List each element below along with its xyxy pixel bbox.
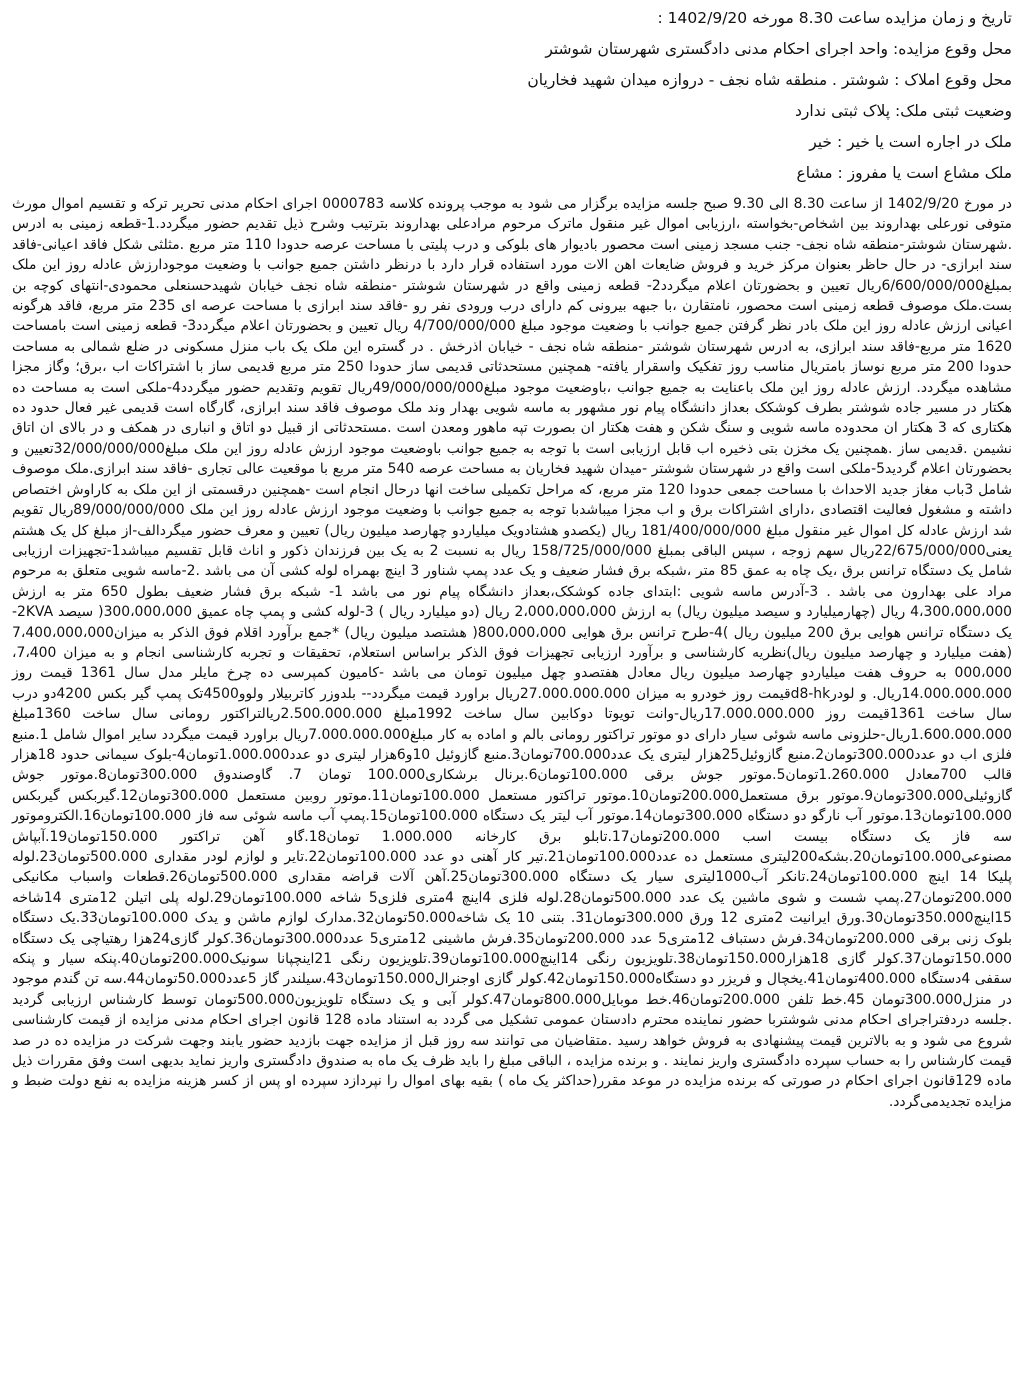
notice-header-fields — [12, 8, 1012, 183]
share-status-line — [12, 163, 1012, 183]
auction-venue-label: محل وقوع مزایده: — [892, 40, 1012, 58]
share-status-value: مشاع — [796, 164, 833, 182]
lease-status-label: ملک در اجاره است یا خیر : — [836, 133, 1012, 151]
notice-body-paragraph: در مورخ 1402/9/20 از ساعت 8.30 الی 9.30 صبح جلسه مزایده برگزار می شود به موجب پرونده کلاسه 0000783 اجرای احکام مدنی تحریر ترکه و تقسیم اموال مورث متوفی نورعلی بهداروند بین اشخاص-بخواسته ،ارزیابی اموال غیر منقول ماترک مرحوم مرادعلی بهداروند بترتیب وشرح ذیل تقدیم حضور میگردد.1-قطعه زمینی به ادرس .شهرستان شوشتر-منطقه شاه نجف- جنب مسجد زمینی است محصور بادیوار های بلوکی و درب پلیتی با مساحت عرصه حدودا 110 متر مربع .مثلثی شکل فاقد اعیانی-فاقد سند ابرازی- در حال حاظر بعنوان مرکز خرید و فروش ضایعات اهن الات مورد استفاده قرار دارد با درنظر داشتن جمیع جوانب با وضعیت موجودارزش عادله روز این ملک بمبلغ6/600/000/000ریال تعیین و بحضورتان اعلام میگردد2- قطعه زمینی واقع در شهرستان شوشتر -منطقه شاه نجف خیابان شهیدحسنعلی محمودی-انتهای کوچه بن بست.ملک موصوف قطعه زمینی است محصور، نامتقارن ،با جبهه بیرونی کم دارای درب ورودی نفر رو -فاقد سند ابرازی با مساحت عرصه ای 235 متر مربع، فاقد هرگونه اعیانی ارزش عادله روز این ملک بادر نظر گرفتن جمیع جوانب با وضعیت موجود مبلغ 4/700/000/000 ریال تعیین و بحضورتان اعلام میگردد3- قطعه زمینی است بامساحت 1620 متر مربع-فاقد سند ابرازی، به ادرس شهرستان شوشتر -منطقه شاه نجف - خیابان اذرخش . در گستره این ملک یک باب منزل مسکونی در ضلع شمالی به مساحت حدودا 200 متر مربع نوساز بامتریال مناسب روز تفکیک واسقرار یافته- همچنین مستحدثاتی قدیمی ساز حدودا 250 متر مربع قدیمی ساز با اشتراکات اب ،برق؛ وگاز مجزا مشاهده میگردد. ارزش عادله روز این ملک باعنایت به جمیع جوانب ،باوضعیت موجود مبلغ49/000/000/000ریال تقویم وتقدیم حضور میگردد4-ملکی است به مساحت ده هکتار در مسیر جاده شوشتر بطرف کوشکک بعداز دانشگاه پیام نور مشهور به ماسه شویی بهدار وند ملک موصوف فاقد سند ابرازی، گارگاه است قدیمی غیر فعال حدود ده هکتاری که 3 هکتار ان محدوده ماسه شویی و سنگ شکن و هفت هکتار ان بصورت تپه ماهور ومعدن است .مستحدثاتی از قبیل دو اتاق و انباری در همکف و در بالای ان اتاق نشیمن .قدیمی ساز .همچنین یک مخزن بتی ذخیره اب قابل ارزیابی است با توجه به جمیع جوانب باوضعیت موجود ارزش عادله روز این ملک مبلغ32/000/000/000تعیین و بحضورتان اعلام گردید5-ملکی است واقع در شهرستان شوشتر -میدان شهید فخاریان به مساحت عرصه 540 متر مربع با موقعیت عالی تجاری -فاقد سند ابرازی.ملک موصوف شامل 3باب مغاز جدید الاحداث با مساحت جمعی حدودا 120 متر مربع، که مراحل تکمیلی ساخت انها درحال انجام است -همچنین درقسمتی از این ملک به کاراوش اختصاص داشته و مشغول فعالیت اقتصادی ،دارای اشتراکات برق و اب مجزا میباشدبا توجه به جمیع جوانب با وضعیت موجود ارزش عادله روز این ملک 89/000/000/000ریال تقویم شد ارزش عادله کل اموال غیر منقول مبلغ 181/400/000/000 ریال (یکصدو هشتادویک میلیاردو چهارصد میلیون ریال) تعیین و معرف حضور میگردالف-از مبلغ کل یک هشتم یعنی22/675/000/000ریال سهم زوجه ، سپس الباقی بمبلغ 158/725/000/000 ریال به نسبت 2 به یک بین فرزندان ذکور و اناث قابل تقسیم میباشد1-تجهیزات ارزیابی شامل یک دستگاه ترانس برق ،یک چاه به عمق 85 متر ،شبکه برق فشار ضعیف و یک عدد پمپ شناور 3 اینچ بهمراه لوله کشی آن می باشد .2-ماسه شویی متعلق به مرحوم مراد علی بهدارون می باشد . 3-آدرس ماسه شویی :ابتدای جاده کوشکک،بعداز دانشگاه پیام نور می باشد 1- شبکه برق فشار ضعیف بطول 650 متر به ارزش 4،300،000،000 ریال (چهارمیلیارد و سیصد میلیون ریال) به ارزش 2،000،000،000 ریال (دو میلیارد ریال ) 3-لوله کشی و پمپ چاه عمیق 300،000،000( سیصد 2KVA- یک دستگاه ترانس هوایی برق 200 میلیون ریال )4-طرح ترانس برق هوایی 800،000،000( هشتصد میلیون ریال) *جمع برآورد اقلام فوق الذکر به میزان7،400،000،000 (هفت میلیارد و چهارصد میلیون ریال)نظریه کارشناسی و برآورد ارزیابی تجهیزات فوق الذکر براساس استعلام، تحقیقات و تجربه کارشناسی انجام و به میزان 7،400، 000،000 به حروف هفت میلیاردو چهارصد میلیون ریال معادل هفتصدو چهل میلیون تومان می باشد -کامیون کمپرسی ده چرخ مایلر مدل سال 1361 قیمت روز 14.000.000.000ریال. و لودرd8-hkقیمت روز خودرو به میزان 27.000.000.000ریال براورد قیمت میگردد-- بلدوزر کاتربیلار ولوو4500تک پمپ گیر بکس 4200دو درب سال ساخت 1361قیمت روز 17.000.000.000ریال-وانت تویوتا دوکابین سال ساخت 1992مبلغ 2.500.000.000ریالتراکتور رومانی سال ساخت 1360مبلغ 1.600.000.000ریال-حلزونی ماسه شوئی سیار دارای دو موتور تراکتور رومانی بالم و اماده به کار مبلغ7.000.000.000ریال براورد قیمت میگردد سایر اموال شامل 1.منبع فلزی اب دو عدد300.000تومان2.منبع گازوئیل25هزار لیتری یک عدد700.000تومان3.منبع گازوئیل 10و6هزار لیتری دو عدد1.000.000تومان4-بلوک سیمانی حدود 18هزار قالب 700معادل 1.260.000تومان5.موتور جوش برقی 100.000تومان6.برنال برشکاری100.000 تومان 7. گاوصندوق 300.000تومان8.موتور جوش گازوئیلی300.000تومان9.موتور برق مستعمل200.000تومان10.موتور تراکتور مستعمل 100.000تومان11.موتور روبین مستعمل 300.000تومان12.گیربکس گیربکس 100.000تومان13.موتور آب نارگو دو دستگاه 300.000تومان14.موتور آب لیتر یک دستگاه 100.000تومان15.پمپ آب ماسه شوئی سه فاز 100.000تومان16.الکتروموتور سه فاز یک دستگاه بیست اسب 200.000تومان17.تابلو برق کارخانه 1.000.000 تومان18.گاو آهن تراکتور 150.000تومان19.آبپاش مصنوعی100.000تومان20.بشکه200لیتری مستعمل ده عدد100.000تومان21.تیر کار آهنی دو عدد 100.000تومان22.تایر و لوازم لودر مقداری 500.000تومان23.لوله پلیکا 14 اینچ 100.000تومان24.تانکر آب1000لیتری سیار یک دستگاه 300.000تومان25.آهن آلات قراضه مقداری 500.000تومان26.قطعات واسباب مکانیکی 200.000تومان27.پمپ شست و شوی ماشین یک عدد 500.000تومان28.لوله فلزی 4اینچ 4متری فلزی5 شاخه 100.000تومان29.لوله پلی اتیلن 12متری 14شاخه 15اینچ350.000تومان30.ورق ایرانیت 2متری 12 ورق 300.000تومان31. بتنی 10 یک شاخه50.000تومان32.مدارک لوازم ماشن و یدک 100.000تومان33.یک دستگاه بلوک زنی برقی 200.000تومان34.فرش دستباف 12متری5 عدد 200.000تومان35.فرش ماشینی 12متری5 عدد300.000تومان36.کولر گازی24هزا رهتیاچی یک دستگاه 150.000تومان37.کولر گازی 18هزار150.000تومان38.تلویزیون رنگی 14اینچ100.000تومان39.تلویزیون رنگی 21اینچپانا سونیک200.000تومان40.پنکه سیار و پنکه سقفی 4دستگاه 400.000تومان41.یخچال و فریزر دو دستگاه150.000تومان42.کولر گازی اوجنرال150.000تومان43.سیلندر گاز 5عدد50.000تومان44.سه تن گندم موجود در منزل300.000تومان 45.خط تلفن 200.000تومان46.خط موبایل800.000تومان47.کولر آبی و یک دستگاه تلویزیون500.000تومان توسط کارشناس ارزیابی گردید .جلسه دردفتراجرای احکام مدنی شوشتربا حضور نماینده محترم دادستان عمومی تشکیل می گردد به استناد ماده 128 قانون اجرای احکام مدنی مزایده از قیمت کارشناسی شروع می شود و به بالاترین قیمت پیشنهادی به فروش خواهد رسید .متقاضیان می توانند سه روز قبل از مزایده جهت بازدید حضور یابند وجهت شرکت در مزایده ده در صد قیمت کارشناس را به حساب سپرده دادگستری واریز نمایند . و برنده مزایده ، الباقی مبلغ را باید ظرف یک ماه به صندوق دادگستری واریز نماید بدیهی است وفق مقررات ذیل ماده 129قانون اجرای احکام در صورتی که برنده مزایده در موعد مقرر(حداکثر یک ماه ) بقیه بهای اموال را نپردازد سپرده او پس از کسر هزینه مزایده به نفع دولت ضبط و مزایده تجدیدمی‌گردد. — [12, 196, 1013, 1110]
lease-status-value: خیر — [809, 133, 832, 151]
share-status-label: ملک مشاع است یا مفروز : — [837, 164, 1012, 182]
auction-date-time-label: تاریخ و زمان مزایده — [885, 9, 1012, 27]
lease-status-line — [12, 132, 1012, 152]
registration-status-value: پلاک ثبتی ندارد — [795, 102, 891, 120]
property-location-value: شوشتر . منطقه شاه نجف - دروازه میدان شهید فخاریان — [527, 71, 890, 89]
auction-venue-line — [12, 39, 1012, 59]
property-location-line — [12, 70, 1012, 90]
auction-date-time-line — [12, 8, 1012, 28]
auction-date-time-value: ساعت 8.30 مورخه 1402/9/20 : — [657, 9, 881, 27]
auction-venue-value: واحد اجرای احکام مدنی دادگستری شهرستان شوشتر — [545, 40, 889, 58]
registration-status-line — [12, 101, 1012, 121]
registration-status-label: وضعیت ثبتی ملک: — [895, 102, 1012, 120]
property-location-label: محل وقوع املاک : — [894, 71, 1012, 89]
